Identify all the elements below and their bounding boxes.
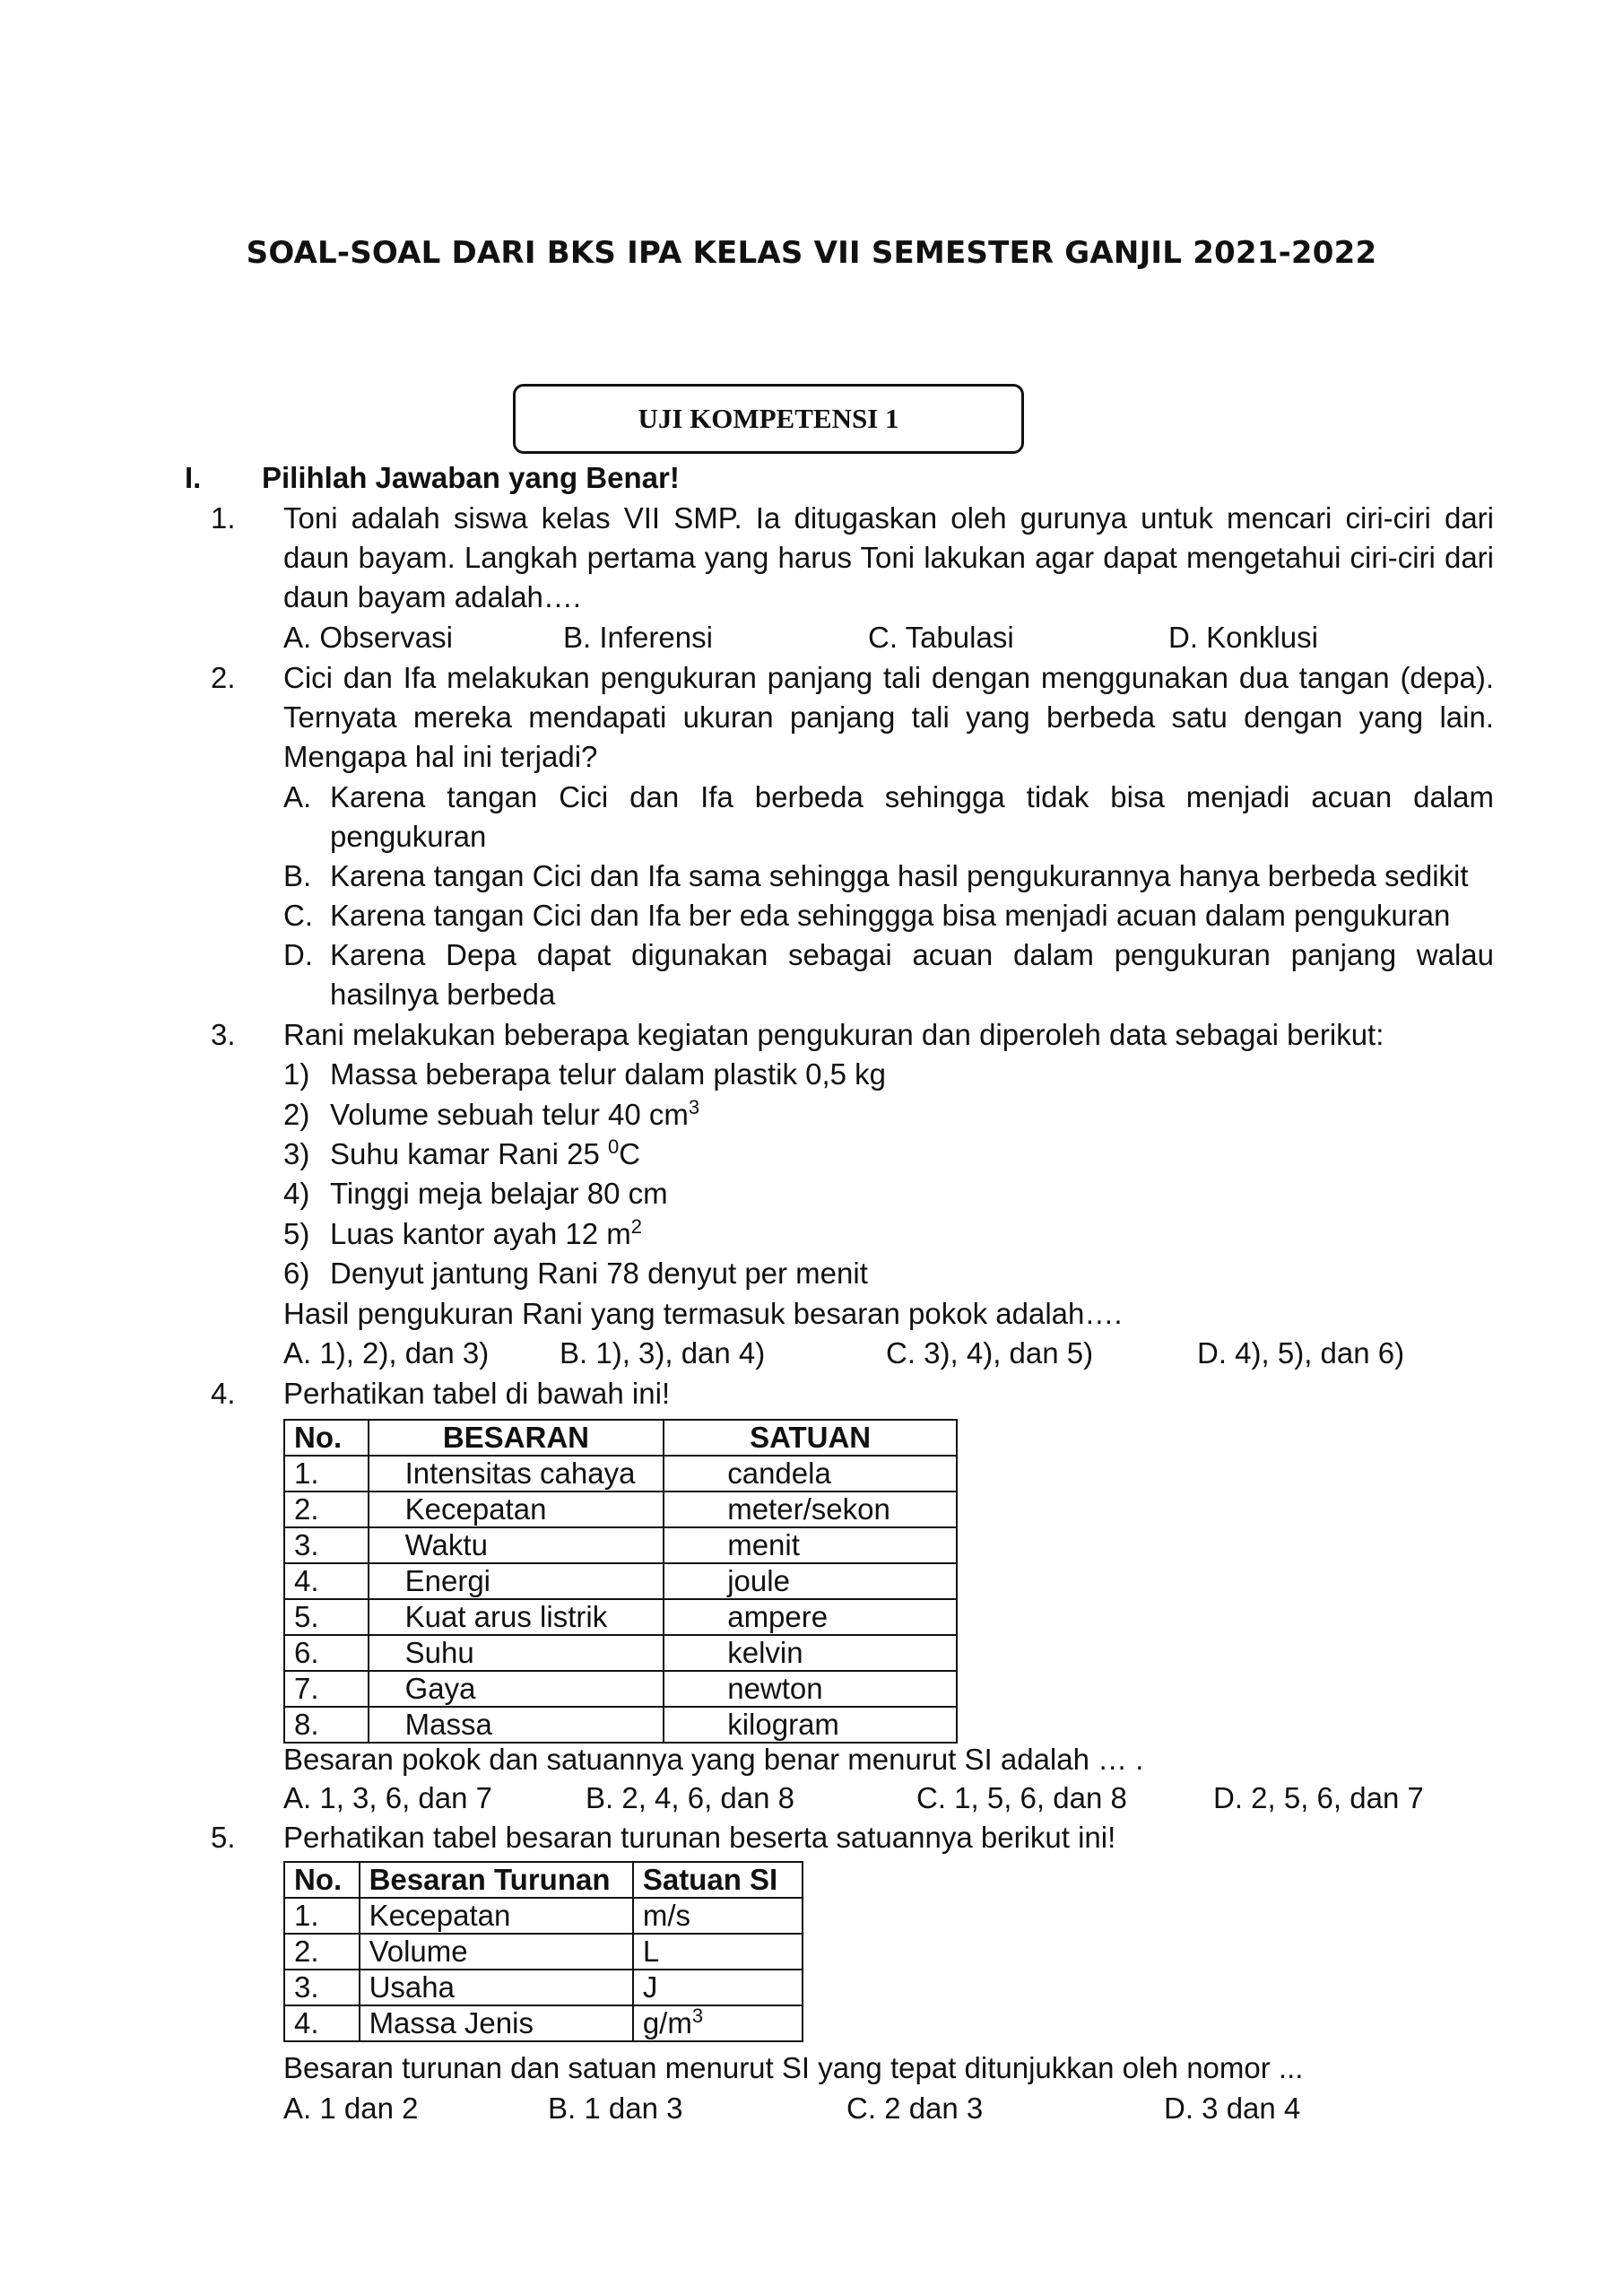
table-cell: 1.: [284, 1456, 369, 1492]
section-number: I.: [185, 461, 202, 494]
derived-quantity-table: [283, 1861, 803, 2042]
list-item: Volume sebuah telur 40 $cm^3$: [330, 1096, 700, 1131]
table-cell: Kecepatan: [360, 1898, 633, 1934]
section-heading: Pilihlah Jawaban yang Benar!: [262, 461, 680, 494]
table-cell: Waktu: [369, 1527, 664, 1563]
list-item-number: 2): [283, 1098, 310, 1131]
table-row: [284, 2005, 803, 2041]
table-header-row: [284, 1862, 803, 1898]
table-row: [284, 1707, 957, 1743]
table-cell: $g/m^3$: [633, 2005, 803, 2041]
table-row: [284, 1934, 803, 1970]
option-a: A. 1, 3, 6, dan 7: [283, 1781, 492, 1814]
option-d: D. 3 dan 4: [1164, 2092, 1301, 2125]
table-cell: Massa Jenis: [360, 2005, 633, 2041]
table-cell: Suhu: [369, 1635, 664, 1671]
question-number: 1.: [211, 501, 236, 535]
section-box: [513, 384, 1024, 454]
table-cell: J: [633, 1970, 803, 2005]
table-row: [284, 1492, 957, 1527]
table-header: SATUAN: [664, 1420, 957, 1456]
list-item-number: 6): [283, 1257, 310, 1290]
table-cell: m/s: [633, 1898, 803, 1934]
option-d: D. 4), 5), dan 6): [1197, 1336, 1405, 1370]
option-d: D. 2, 5, 6, dan 7: [1213, 1781, 1424, 1814]
table-row: [284, 1898, 803, 1934]
option-b-letter: B.: [283, 859, 312, 892]
table-cell: 2.: [284, 1492, 369, 1527]
section-box-label: UJI KOMPETENSI 1: [638, 403, 899, 434]
table-cell: 4.: [284, 1563, 369, 1599]
option-c: C. Tabulasi: [868, 621, 1014, 654]
question-text: Rani melakukan beberapa kegiatan pengukuran dan diperoleh data sebagai berikut:: [283, 1018, 1384, 1051]
table-cell: L: [633, 1934, 803, 1970]
option-d-letter: D.: [283, 938, 313, 971]
option-b-text: Karena tangan Cici dan Ifa sama sehingga hasil pengukurannya hanya berbeda sedikit: [330, 859, 1469, 892]
option-c: C. 1, 5, 6, dan 8: [916, 1781, 1127, 1814]
table-row: [284, 1970, 803, 2005]
table-cell: meter/sekon: [664, 1492, 957, 1527]
question-number: 2.: [211, 661, 236, 694]
table-cell: newton: [664, 1671, 957, 1707]
option-a-text: Karena tangan Cici dan Ifa berbeda sehingga tidak bisa menjadi acuan dalam: [330, 780, 1494, 813]
table-cell: 4.: [284, 2005, 360, 2041]
table-cell: Gaya: [369, 1671, 664, 1707]
option-d-text: hasilnya berbeda: [330, 978, 556, 1011]
list-item-number: 5): [283, 1217, 310, 1250]
table-header-row: [284, 1420, 957, 1456]
question-text: Toni adalah siswa kelas VII SMP. Ia ditugaskan oleh gurunya untuk mencari ciri-ciri dari: [283, 501, 1494, 535]
list-item-number: 4): [283, 1177, 310, 1210]
table-cell: 3.: [284, 1970, 360, 2005]
table-cell: 7.: [284, 1671, 369, 1707]
question-text: Perhatikan tabel di bawah ini!: [283, 1377, 671, 1410]
table-cell: 2.: [284, 1934, 360, 1970]
question-text: daun bayam adalah….: [283, 580, 582, 613]
table-row: [284, 1599, 957, 1635]
option-a-letter: A.: [283, 780, 312, 813]
table-cell: 8.: [284, 1707, 369, 1743]
table-row: [284, 1635, 957, 1671]
question-text: Ternyata mereka mendapati ukuran panjang tali yang berbeda satu dengan yang lain.: [283, 700, 1494, 734]
table-cell: Kecepatan: [369, 1492, 664, 1527]
table-cell: kelvin: [664, 1635, 957, 1671]
table-row: [284, 1456, 957, 1492]
table-cell: 3.: [284, 1527, 369, 1563]
question-text: Cici dan Ifa melakukan pengukuran panjang tali dengan menggunakan dua tangan (depa).: [283, 661, 1494, 694]
table-cell: kilogram: [664, 1707, 957, 1743]
table-header: BESARAN: [369, 1420, 664, 1456]
table-row: [284, 1563, 957, 1599]
option-c-letter: C.: [283, 899, 313, 932]
quantity-table: [283, 1419, 958, 1744]
table-header: Satuan SI: [633, 1862, 803, 1898]
table-row: [284, 1671, 957, 1707]
table-cell: Kuat arus listrik: [369, 1599, 664, 1635]
question-text: Perhatikan tabel besaran turunan beserta satuannya berikut ini!: [283, 1821, 1116, 1854]
page-title: SOAL-SOAL DARI BKS IPA KELAS VII SEMESTER GANJIL 2021-2022: [246, 235, 1377, 271]
table-row: [284, 1527, 957, 1563]
table-cell: Usaha: [360, 1970, 633, 2005]
option-c-text: Karena tangan Cici dan Ifa ber eda sehinggga bisa menjadi acuan dalam pengukuran: [330, 899, 1451, 932]
table-cell: joule: [664, 1563, 957, 1599]
option-c: C. 2 dan 3: [846, 2092, 984, 2125]
list-item: Suhu kamar Rani 25 $^0$C: [330, 1135, 641, 1170]
question-text: Besaran turunan dan satuan menurut SI yang tepat ditunjukkan oleh nomor ...: [283, 2051, 1304, 2084]
table-cell: Energi: [369, 1563, 664, 1599]
option-c: C. 3), 4), dan 5): [886, 1336, 1094, 1370]
option-b: B. 1 dan 3: [548, 2092, 683, 2125]
question-number: 5.: [211, 1821, 236, 1854]
table-cell: 6.: [284, 1635, 369, 1671]
table-header: Besaran Turunan: [360, 1862, 633, 1898]
option-a: A. 1 dan 2: [283, 2092, 419, 2125]
option-d-text: Karena Depa dapat digunakan sebagai acuan dalam pengukuran panjang walau: [330, 938, 1494, 971]
table-cell: 5.: [284, 1599, 369, 1635]
option-b: B. 2, 4, 6, dan 8: [586, 1781, 794, 1814]
option-a-text: pengukuran: [330, 820, 487, 853]
option-a: A. 1), 2), dan 3): [283, 1336, 490, 1370]
question-number: 3.: [211, 1018, 236, 1051]
table-cell: ampere: [664, 1599, 957, 1635]
option-b: B. 1), 3), dan 4): [560, 1336, 766, 1370]
table-header: No.: [284, 1862, 360, 1898]
list-item: Massa beberapa telur dalam plastik 0,5 kg: [330, 1057, 887, 1091]
table-header: No.: [284, 1420, 369, 1456]
option-b: B. Inferensi: [563, 621, 713, 654]
table-cell: Massa: [369, 1707, 664, 1743]
list-item: Denyut jantung Rani 78 denyut per menit: [330, 1257, 868, 1290]
table-cell: Intensitas cahaya: [369, 1456, 664, 1492]
list-item-number: 3): [283, 1137, 310, 1170]
list-item: Luas kantor ayah 12 $m^2$: [330, 1215, 642, 1250]
question-text: Besaran pokok dan satuannya yang benar menurut SI adalah … .: [283, 1743, 1144, 1776]
option-a: A. Observasi: [283, 621, 453, 654]
question-text: Hasil pengukuran Rani yang termasuk besaran pokok adalah….: [283, 1297, 1123, 1330]
question-number: 4.: [211, 1377, 236, 1410]
list-item-number: 1): [283, 1057, 310, 1091]
option-d: D. Konklusi: [1168, 621, 1318, 654]
list-item: Tinggi meja belajar 80 cm: [330, 1177, 668, 1210]
question-text: daun bayam. Langkah pertama yang harus Toni lakukan agar dapat mengetahui ciri-ciri dari: [283, 541, 1494, 574]
table-cell: candela: [664, 1456, 957, 1492]
question-text: Mengapa hal ini terjadi?: [283, 740, 598, 773]
table-cell: Volume: [360, 1934, 633, 1970]
table-cell: menit: [664, 1527, 957, 1563]
table-cell: 1.: [284, 1898, 360, 1934]
